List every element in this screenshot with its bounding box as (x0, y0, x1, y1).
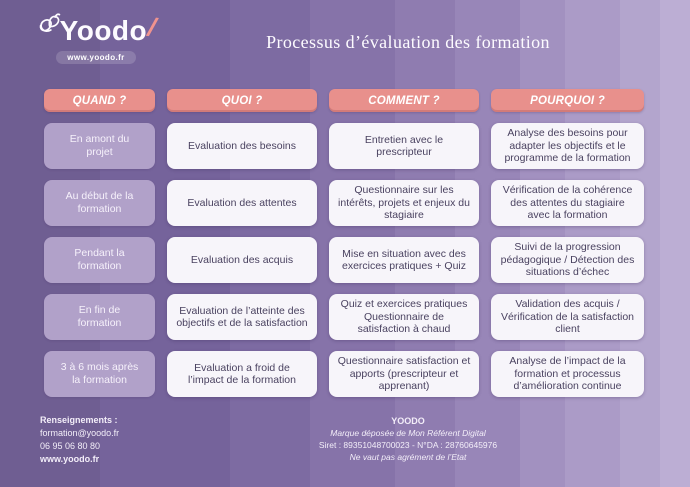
contact-website: www.yoodo.fr (40, 454, 100, 464)
comment-cell: Questionnaire satisfaction et apports (prescripteur et apprenant) (329, 351, 479, 397)
legal-brand: YOODO (391, 416, 425, 426)
page-title: Processus d’évaluation des formation (266, 32, 550, 52)
comment-cell: Mise en situation avec des exercices pratiques + Quiz (329, 237, 479, 283)
quoi-cell: Evaluation de l’atteinte des objectifs et de la satisfaction (167, 294, 317, 340)
legal-trademark: Marque déposée de Mon Référent Digital (330, 428, 486, 438)
column-header-quoi: QUOI ? (167, 89, 317, 112)
column-header-quand: QUAND ? (44, 89, 155, 112)
row-label-cell: En amont du projet (44, 123, 155, 169)
legal-block (268, 415, 548, 463)
brand-name: Yoodo (59, 15, 148, 46)
column-header-comment: COMMENT ? (329, 89, 479, 112)
contact-heading: Renseignements : (40, 415, 118, 425)
pourquoi-cell: Analyse des besoins pour adapter les objectifs et le programme de la formation (491, 123, 644, 169)
contact-email: formation@yoodo.fr (40, 428, 120, 438)
column-header-pourquoi: POURQUOI ? (491, 89, 644, 112)
process-table (44, 89, 644, 397)
pourquoi-cell: Suivi de la progression pédagogique / Détection des situations d’échec (491, 237, 644, 283)
comment-cell: Entretien avec le prescripteur (329, 123, 479, 169)
quoi-cell: Evaluation des attentes (167, 180, 317, 226)
row-label-cell: Pendant la formation (44, 237, 155, 283)
quoi-cell: Evaluation des acquis (167, 237, 317, 283)
contact-block (40, 414, 119, 466)
pourquoi-cell: Vérification de la cohérence des attentes du stagiaire avec la formation (491, 180, 644, 226)
contact-phone: 06 95 06 80 80 (40, 441, 101, 451)
row-label-cell: Au début de la formation (44, 180, 155, 226)
comment-cell: Quiz et exercices pratiques Questionnaire de satisfaction à chaud (329, 294, 479, 340)
legal-disclaimer: Ne vaut pas agrément de l’Etat (349, 452, 467, 462)
pourquoi-cell: Analyse de l’impact de la formation et processus d’amélioration continue (491, 351, 644, 397)
row-label-cell: En fin de formation (44, 294, 155, 340)
brand-slash-accent: / (146, 11, 158, 43)
quoi-cell: Evaluation a froid de l’impact de la formation (167, 351, 317, 397)
legal-siret: Siret : 89351048700023 - N°DA : 28760645976 (318, 440, 498, 450)
comment-cell: Questionnaire sur les intérêts, projets et enjeux du stagiaire (329, 180, 479, 226)
quoi-cell: Evaluation des besoins (167, 123, 317, 169)
pourquoi-cell: Validation des acquis / Vérification de la satisfaction client (491, 294, 644, 340)
yoodo-logo (26, 12, 166, 65)
logo-website-pill: www.yoodo.fr (56, 51, 135, 64)
row-label-cell: 3 à 6 mois après la formation (44, 351, 155, 397)
